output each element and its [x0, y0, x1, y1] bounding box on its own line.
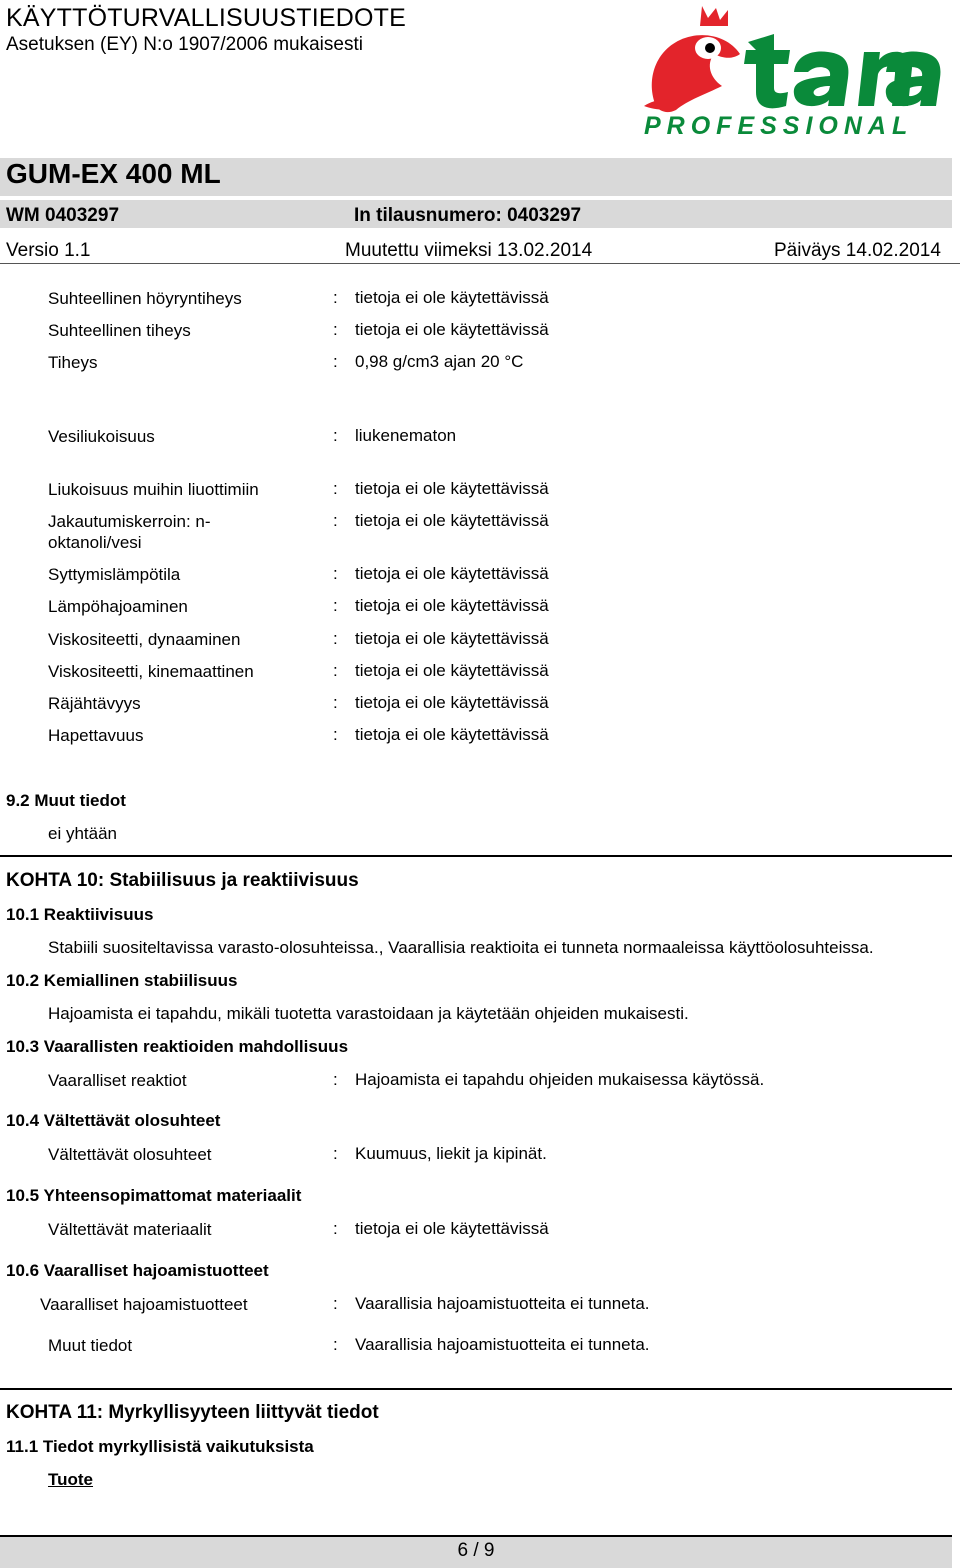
colon: :: [333, 1070, 338, 1089]
section-10-1-text: Stabiili suositeltavissa varasto-olosuhteissa., Vaarallisia reaktioita ei tunneta normaaleissa käyttöolosuhteissa.: [48, 938, 874, 957]
property-label: Hapettavuus: [48, 726, 144, 745]
property-value: tietoja ei ole käytettävissä: [355, 693, 549, 712]
colon: :: [333, 693, 338, 712]
colon: :: [333, 629, 338, 648]
property-label: Vältettävät olosuhteet: [48, 1145, 212, 1164]
property-value: tietoja ei ole käytettävissä: [355, 725, 549, 744]
property-label: Suhteellinen tiheys: [48, 321, 191, 340]
colon: :: [333, 725, 338, 744]
property-value: liukenematon: [355, 426, 457, 445]
colon: :: [333, 288, 338, 307]
property-value: Vaarallisia hajoamistuotteita ei tunneta.: [355, 1335, 650, 1354]
tana-wordmark: [744, 34, 940, 108]
print-date: Päiväys 14.02.2014: [774, 240, 941, 261]
property-value: Hajoamista ei tapahdu ohjeiden mukaisessa käytössä.: [355, 1070, 765, 1089]
section-9-2-heading: 9.2 Muut tiedot: [6, 791, 126, 810]
property-value: tietoja ei ole käytettävissä: [355, 596, 549, 615]
property-label: Lämpöhajoaminen: [48, 597, 188, 616]
section-11-heading: KOHTA 11: Myrkyllisyyteen liittyvät tiedot: [6, 1402, 379, 1423]
section-11-divider: [0, 1388, 952, 1390]
colon: :: [333, 426, 338, 445]
property-label: Viskositeetti, kinemaattinen: [48, 662, 254, 681]
property-value: tietoja ei ole käytettävissä: [355, 1219, 549, 1238]
property-label: Räjähtävyys: [48, 694, 141, 713]
regulation-subtitle: Asetuksen (EY) N:o 1907/2006 mukaisesti: [6, 34, 363, 55]
property-label: Vältettävät materiaalit: [48, 1220, 212, 1239]
professional-wordmark: PROFESSIONAL: [644, 112, 914, 138]
frog-crown-icon: [644, 6, 740, 112]
product-subheading: Tuote: [48, 1470, 94, 1489]
colon: :: [333, 661, 338, 680]
order-value: 0403297: [507, 205, 582, 226]
header-divider: [0, 263, 960, 264]
property-value: tietoja ei ole käytettävissä: [355, 629, 549, 648]
page-number: 6 / 9: [457, 1540, 495, 1561]
property-value: Vaarallisia hajoamistuotteita ei tunneta.: [355, 1294, 650, 1313]
colon: :: [333, 564, 338, 583]
last-modified: Muutettu viimeksi 13.02.2014: [345, 240, 593, 261]
property-label: Syttymislämpötila: [48, 565, 181, 584]
property-label-line2: oktanoli/vesi: [48, 533, 142, 552]
property-value: tietoja ei ole käytettävissä: [355, 564, 549, 583]
section-10-6-heading: 10.6 Vaaralliset hajoamistuotteet: [6, 1261, 269, 1280]
colon: :: [333, 352, 338, 371]
property-label: Muut tiedot: [48, 1336, 133, 1355]
property-value: tietoja ei ole käytettävissä: [355, 320, 549, 339]
colon: :: [333, 1144, 338, 1163]
colon: :: [333, 1335, 338, 1354]
property-label: Viskositeetti, dynaaminen: [48, 630, 241, 649]
section-9-2-text: ei yhtään: [48, 824, 117, 843]
section-10-4-heading: 10.4 Vältettävät olosuhteet: [6, 1111, 221, 1130]
order-number: [354, 205, 581, 227]
product-name: GUM-EX 400 ML: [6, 158, 221, 189]
section-10-heading: KOHTA 10: Stabiilisuus ja reaktiivisuus: [6, 870, 359, 891]
property-value: tietoja ei ole käytettävissä: [355, 288, 549, 307]
colon: :: [333, 1219, 338, 1238]
version: Versio 1.1: [6, 240, 91, 261]
section-10-2-heading: 10.2 Kemiallinen stabiilisuus: [6, 971, 238, 990]
property-value: tietoja ei ole käytettävissä: [355, 661, 549, 680]
section-11-1-heading: 11.1 Tiedot myrkyllisistä vaikutuksista: [6, 1437, 314, 1456]
order-label: In tilausnumero:: [354, 205, 502, 226]
property-label: Vesiliukoisuus: [48, 427, 155, 446]
section-10-5-heading: 10.5 Yhteensopimattomat materiaalit: [6, 1186, 302, 1205]
colon: :: [333, 1294, 338, 1313]
document-title: KÄYTTÖTURVALLISUUSTIEDOTE: [6, 4, 406, 32]
section-10-2-text: Hajoamista ei tapahdu, mikäli tuotetta varastoidaan ja käytetään ohjeiden mukaisesti.: [48, 1004, 689, 1023]
property-label: Suhteellinen höyryntiheys: [48, 289, 242, 308]
property-label: Vaaralliset hajoamistuotteet: [40, 1295, 248, 1314]
property-value: 0,98 g/cm3 ajan 20 °C: [355, 352, 524, 371]
property-label: Tiheys: [48, 353, 98, 372]
colon: :: [333, 320, 338, 339]
property-label: Vaaralliset reaktiot: [48, 1071, 187, 1090]
product-code: WM 0403297: [6, 205, 120, 226]
colon: :: [333, 511, 338, 530]
section-10-3-heading: 10.3 Vaarallisten reaktioiden mahdollisuus: [6, 1037, 349, 1056]
tana-professional-logo: [636, 2, 950, 138]
section-10-divider: [0, 855, 952, 857]
colon: :: [333, 479, 338, 498]
section-10-1-heading: 10.1 Reaktiivisuus: [6, 905, 154, 924]
property-value: tietoja ei ole käytettävissä: [355, 479, 549, 498]
property-value: tietoja ei ole käytettävissä: [355, 511, 549, 530]
colon: :: [333, 596, 338, 615]
property-label: Jakautumiskerroin: n-: [48, 512, 211, 531]
property-value: Kuumuus, liekit ja kipinät.: [355, 1144, 547, 1163]
property-label: Liukoisuus muihin liuottimiin: [48, 480, 259, 499]
